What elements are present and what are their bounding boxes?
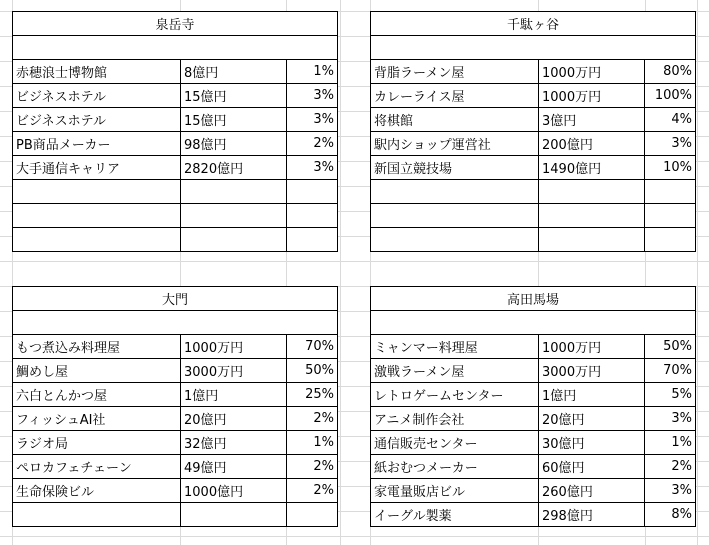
percent-cell[interactable]: 1% <box>287 60 338 84</box>
business-name-cell[interactable]: PB商品メーカー <box>13 132 181 156</box>
blank-row <box>371 311 696 335</box>
business-name-cell[interactable]: 通信販売センター <box>371 431 539 455</box>
amount-cell[interactable]: 15億円 <box>181 84 287 108</box>
business-name-cell[interactable] <box>13 503 181 527</box>
amount-cell[interactable]: 2820億円 <box>181 156 287 180</box>
percent-cell[interactable]: 70% <box>287 335 338 359</box>
amount-cell[interactable]: 30億円 <box>539 431 645 455</box>
blank-cell[interactable] <box>371 311 696 335</box>
business-name-cell[interactable] <box>13 228 181 252</box>
business-name-cell[interactable] <box>13 204 181 228</box>
table-row <box>371 156 696 180</box>
percent-cell[interactable]: 50% <box>287 359 338 383</box>
amount-cell[interactable] <box>181 503 287 527</box>
amount-cell[interactable]: 1000万円 <box>539 60 645 84</box>
blank-row <box>13 36 338 60</box>
business-name-cell[interactable]: レトロゲームセンター <box>371 383 539 407</box>
business-name-cell[interactable]: 新国立競技場 <box>371 156 539 180</box>
percent-cell[interactable]: 3% <box>287 108 338 132</box>
percent-cell[interactable] <box>287 228 338 252</box>
percent-cell[interactable] <box>645 180 696 204</box>
percent-cell[interactable]: 2% <box>645 455 696 479</box>
percent-cell[interactable]: 3% <box>645 132 696 156</box>
table-row <box>371 60 696 84</box>
percent-cell[interactable]: 2% <box>287 479 338 503</box>
percent-cell[interactable]: 10% <box>645 156 696 180</box>
business-name-cell[interactable]: 生命保険ビル <box>13 479 181 503</box>
percent-cell[interactable]: 2% <box>287 132 338 156</box>
business-name-cell[interactable]: カレーライス屋 <box>371 84 539 108</box>
panel-title-row <box>13 287 338 311</box>
table-row <box>13 407 338 431</box>
panel-daimon <box>12 286 338 527</box>
table-row <box>371 431 696 455</box>
table-row <box>13 503 338 527</box>
panel-table <box>370 11 696 252</box>
business-name-cell[interactable]: 背脂ラーメン屋 <box>371 60 539 84</box>
blank-row <box>371 36 696 60</box>
business-name-cell[interactable] <box>371 228 539 252</box>
percent-cell[interactable] <box>287 180 338 204</box>
percent-cell[interactable]: 50% <box>645 335 696 359</box>
table-row <box>13 204 338 228</box>
sheet-gridline <box>697 0 698 545</box>
panel-title-row <box>371 12 696 36</box>
table-row <box>13 431 338 455</box>
panel-sendagaya <box>370 11 696 252</box>
panel-title[interactable]: 泉岳寺 <box>13 12 338 36</box>
amount-cell[interactable]: 1000万円 <box>181 335 287 359</box>
business-name-cell[interactable]: 将棋館 <box>371 108 539 132</box>
table-row <box>371 204 696 228</box>
business-name-cell[interactable]: ミャンマー料理屋 <box>371 335 539 359</box>
percent-cell[interactable]: 3% <box>645 407 696 431</box>
business-name-cell[interactable]: 駅内ショップ運営社 <box>371 132 539 156</box>
percent-cell[interactable] <box>287 204 338 228</box>
table-row <box>13 228 338 252</box>
table-row <box>13 84 338 108</box>
table-row <box>13 156 338 180</box>
business-name-cell[interactable]: 鯛めし屋 <box>13 359 181 383</box>
percent-cell[interactable]: 1% <box>645 431 696 455</box>
business-name-cell[interactable]: 家電量販店ビル <box>371 479 539 503</box>
table-row <box>13 108 338 132</box>
panel-table <box>12 11 338 252</box>
percent-cell[interactable]: 3% <box>645 479 696 503</box>
table-row <box>371 359 696 383</box>
business-name-cell[interactable]: 六白とんかつ屋 <box>13 383 181 407</box>
amount-cell[interactable] <box>181 180 287 204</box>
business-name-cell[interactable] <box>371 180 539 204</box>
panel-sengakuji <box>12 11 338 252</box>
business-name-cell[interactable]: フィッシュAI社 <box>13 407 181 431</box>
panel-title-row <box>371 287 696 311</box>
table-row <box>13 479 338 503</box>
amount-cell[interactable]: 15億円 <box>181 108 287 132</box>
amount-cell[interactable]: 49億円 <box>181 455 287 479</box>
percent-cell[interactable] <box>645 204 696 228</box>
table-row <box>13 383 338 407</box>
percent-cell[interactable]: 70% <box>645 359 696 383</box>
blank-row <box>13 311 338 335</box>
percent-cell[interactable]: 25% <box>287 383 338 407</box>
amount-cell[interactable] <box>539 180 645 204</box>
business-name-cell[interactable]: ラジオ局 <box>13 431 181 455</box>
table-row <box>371 228 696 252</box>
percent-cell[interactable]: 80% <box>645 60 696 84</box>
amount-cell[interactable]: 1億円 <box>539 383 645 407</box>
amount-cell[interactable]: 298億円 <box>539 503 645 527</box>
business-name-cell[interactable]: ペロカフェチェーン <box>13 455 181 479</box>
panel-title[interactable]: 高田馬場 <box>371 287 696 311</box>
amount-cell[interactable]: 60億円 <box>539 455 645 479</box>
table-row <box>13 132 338 156</box>
amount-cell[interactable]: 20億円 <box>539 407 645 431</box>
percent-cell[interactable] <box>645 228 696 252</box>
panel-table <box>12 286 338 527</box>
percent-cell[interactable]: 3% <box>287 84 338 108</box>
table-row <box>371 84 696 108</box>
table-row <box>371 479 696 503</box>
business-name-cell[interactable]: 赤穂浪士博物館 <box>13 60 181 84</box>
amount-cell[interactable]: 3000万円 <box>181 359 287 383</box>
table-row <box>13 335 338 359</box>
business-name-cell[interactable]: 激戦ラーメン屋 <box>371 359 539 383</box>
blank-cell[interactable] <box>371 36 696 60</box>
amount-cell[interactable]: 20億円 <box>181 407 287 431</box>
sheet-gridline <box>0 261 709 262</box>
amount-cell[interactable] <box>181 204 287 228</box>
table-row <box>13 359 338 383</box>
blank-cell[interactable] <box>13 311 338 335</box>
amount-cell[interactable]: 3000万円 <box>539 359 645 383</box>
business-name-cell[interactable]: 紙おむつメーカー <box>371 455 539 479</box>
business-name-cell[interactable] <box>371 204 539 228</box>
amount-cell[interactable]: 1億円 <box>181 383 287 407</box>
amount-cell[interactable]: 1000億円 <box>181 479 287 503</box>
percent-cell[interactable]: 2% <box>287 455 338 479</box>
table-row <box>13 180 338 204</box>
amount-cell[interactable]: 32億円 <box>181 431 287 455</box>
percent-cell[interactable]: 3% <box>287 156 338 180</box>
business-name-cell[interactable]: もつ煮込み料理屋 <box>13 335 181 359</box>
amount-cell[interactable]: 260億円 <box>539 479 645 503</box>
table-row <box>371 383 696 407</box>
table-row <box>371 108 696 132</box>
table-row <box>371 132 696 156</box>
percent-cell[interactable]: 5% <box>645 383 696 407</box>
business-name-cell[interactable]: 大手通信キャリア <box>13 156 181 180</box>
amount-cell[interactable]: 1000万円 <box>539 335 645 359</box>
percent-cell[interactable]: 100% <box>645 84 696 108</box>
business-name-cell[interactable]: ビジネスホテル <box>13 84 181 108</box>
sheet-gridline <box>340 0 341 545</box>
table-row <box>13 455 338 479</box>
business-name-cell[interactable] <box>13 180 181 204</box>
table-row <box>371 335 696 359</box>
table-row <box>371 455 696 479</box>
amount-cell[interactable] <box>539 228 645 252</box>
panel-title[interactable]: 大門 <box>13 287 338 311</box>
amount-cell[interactable] <box>181 228 287 252</box>
percent-cell[interactable]: 8% <box>645 503 696 527</box>
amount-cell[interactable]: 1000万円 <box>539 84 645 108</box>
percent-cell[interactable] <box>287 503 338 527</box>
sheet-gridline <box>0 536 709 537</box>
table-row <box>371 180 696 204</box>
panel-table <box>370 286 696 527</box>
panel-title[interactable]: 千駄ヶ谷 <box>371 12 696 36</box>
business-name-cell[interactable]: ビジネスホテル <box>13 108 181 132</box>
table-row <box>13 60 338 84</box>
percent-cell[interactable]: 2% <box>287 407 338 431</box>
amount-cell[interactable]: 200億円 <box>539 132 645 156</box>
amount-cell[interactable]: 8億円 <box>181 60 287 84</box>
amount-cell[interactable] <box>539 204 645 228</box>
table-row <box>371 503 696 527</box>
amount-cell[interactable]: 98億円 <box>181 132 287 156</box>
table-row <box>371 407 696 431</box>
percent-cell[interactable]: 4% <box>645 108 696 132</box>
amount-cell[interactable]: 1490億円 <box>539 156 645 180</box>
business-name-cell[interactable]: アニメ制作会社 <box>371 407 539 431</box>
panel-title-row <box>13 12 338 36</box>
percent-cell[interactable]: 1% <box>287 431 338 455</box>
blank-cell[interactable] <box>13 36 338 60</box>
amount-cell[interactable]: 3億円 <box>539 108 645 132</box>
panel-takadanobaba <box>370 286 696 527</box>
business-name-cell[interactable]: イーグル製薬 <box>371 503 539 527</box>
